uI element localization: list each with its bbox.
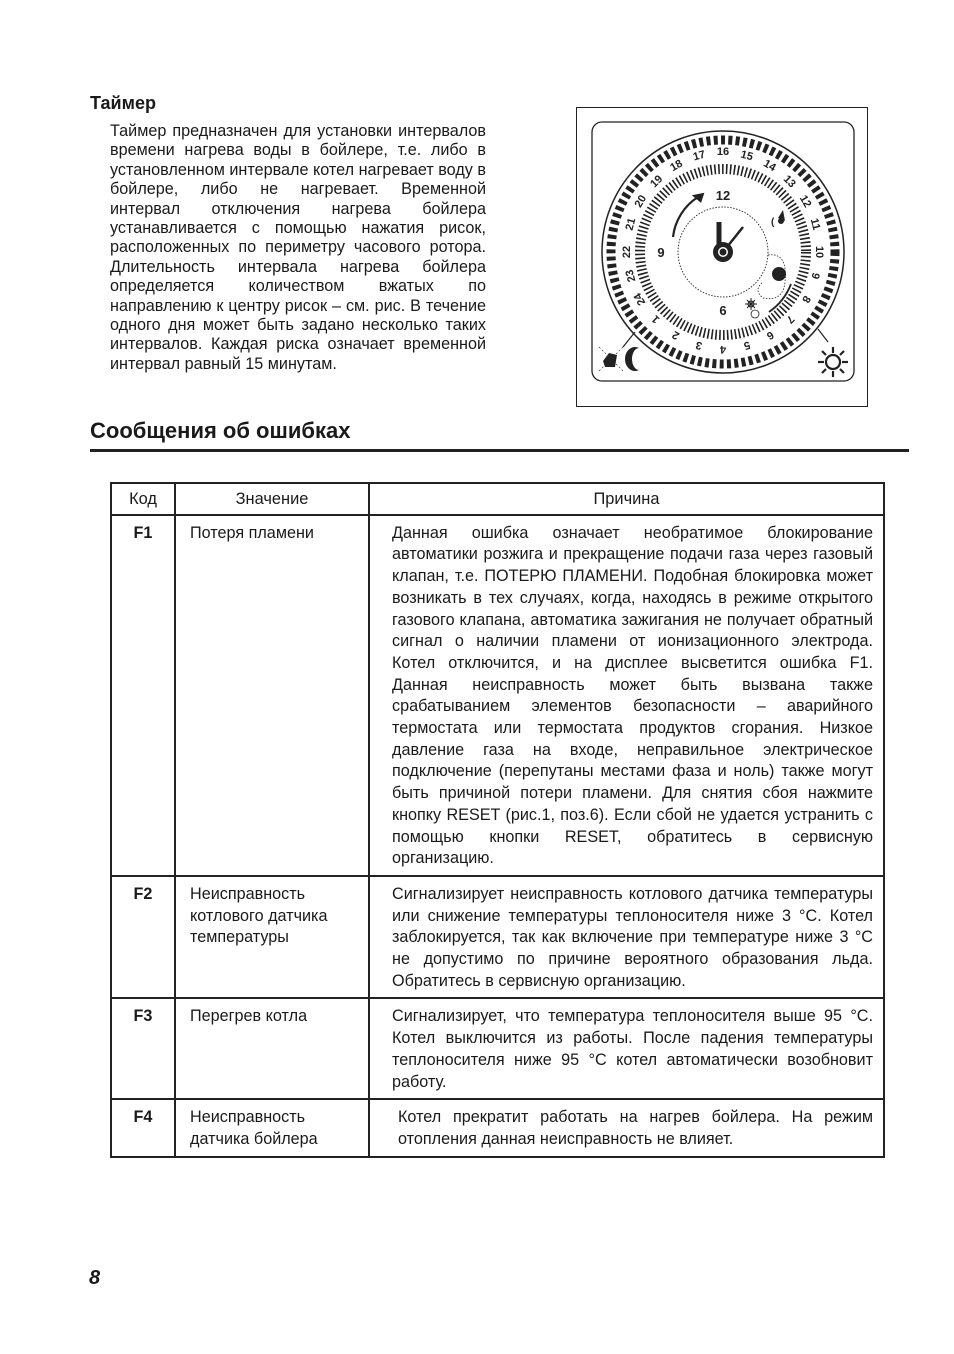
table-row <box>111 876 884 999</box>
svg-text:22: 22 <box>621 245 633 259</box>
timer-description: Таймер предназначен для установки интервалов времени нагрева воды в бойлере, т.е. либо в установленном интервале котел нагревает воду в бойлере, либо не нагревает. Временной интервал отключения нагрева бойлера устанавливается с помощью нажатия рисок, расположенных по периметру часового ротора. Длительность интервала нагрева бойлера определяется количеством вжатых по направлению к центру рисок – см. рис. В течение одного дня может быть задано несколько таких интервалов. Каждая риска означает временной интервал равный 15 минутам. <box>110 122 486 373</box>
svg-text:1: 1 <box>649 312 663 326</box>
svg-text:15: 15 <box>739 148 755 164</box>
header-meaning: Значение <box>175 483 369 515</box>
error-cause: Котел прекратит работать на нагрев бойлера. На режим отопления данная неисправность не влияет. <box>369 1099 884 1156</box>
error-code: F1 <box>111 515 175 876</box>
timer-dial-illustration <box>577 108 869 408</box>
svg-text:17: 17 <box>691 148 707 164</box>
error-cause: Данная ошибка означает необратимое блокирование автоматики розжига и прекращение подачи газа через газовый клапан, т.е. ПОТЕРЮ ПЛАМЕНИ. Подобная блокировка может возникать в тех случаях, когда, находясь в режиме открытого газового клапана, автоматика зажигания не получает обратный сигнал о наличии пламени от ионизационного электрода. Котел отключится, и на дисплее высветится ошибка F1. Данная неисправность может быть вызвана также срабатыванием элементов безопасности – аварийного термостата или термостата продуктов сгорания. Низкое давление газа на входе, неправильное электрическое подключение (перепутаны местами фаза и ноль) также могут быть причиной потери пламени. Для снятия сбоя нажмите кнопку RESET (рис.1, поз.6). Если сбой не удается устранить с помощью кнопки RESET, обратитесь в сервисную организацию. <box>369 515 884 876</box>
error-cause: Сигнализирует, что температура теплоносителя выше 95 °С. Котел выключится из работы. После падения температуры теплоносителя ниже 95 °С котел автоматически возобновит работу. <box>369 998 884 1099</box>
timer-dial-figure <box>576 107 868 407</box>
error-code: F2 <box>111 876 175 999</box>
svg-text:21: 21 <box>623 216 639 232</box>
error-meaning: Неисправность датчика бойлера <box>175 1099 369 1156</box>
svg-text:12: 12 <box>796 193 814 210</box>
page-number: 8 <box>89 1267 101 1289</box>
svg-text:10: 10 <box>813 245 825 259</box>
svg-text:6: 6 <box>764 328 776 342</box>
svg-text:9: 9 <box>657 245 665 260</box>
svg-text:5: 5 <box>742 338 752 352</box>
error-code: F3 <box>111 998 175 1099</box>
table-row <box>111 998 884 1099</box>
moon-icon <box>625 347 639 371</box>
svg-text:14: 14 <box>761 157 778 175</box>
error-meaning: Неисправность котлового датчика температуры <box>175 876 369 999</box>
svg-text:(: ( <box>771 217 775 228</box>
table-header-row <box>111 483 884 515</box>
error-code: F4 <box>111 1099 175 1156</box>
svg-text:18: 18 <box>668 157 685 175</box>
svg-text:23: 23 <box>623 268 639 284</box>
errors-section-title: Сообщения об ошибках <box>90 418 351 443</box>
error-meaning: Потеря пламени <box>175 515 369 876</box>
section-divider <box>90 449 909 452</box>
svg-text:19: 19 <box>648 173 666 191</box>
svg-text:16: 16 <box>716 146 730 158</box>
svg-text:12: 12 <box>715 188 731 203</box>
svg-text:11: 11 <box>807 217 823 232</box>
svg-text:13: 13 <box>780 173 798 191</box>
header-cause: Причина <box>369 483 884 515</box>
svg-text:4: 4 <box>719 343 727 355</box>
svg-text:2: 2 <box>670 328 682 342</box>
sun-icon <box>818 347 848 377</box>
svg-text:6: 6 <box>719 303 727 318</box>
svg-text:20: 20 <box>632 193 650 210</box>
error-codes-table <box>110 482 885 1158</box>
svg-text:8: 8 <box>799 293 813 305</box>
svg-text:24: 24 <box>631 290 649 308</box>
header-code: Код <box>111 483 175 515</box>
table-row <box>111 1099 884 1156</box>
svg-text:9: 9 <box>808 271 822 281</box>
svg-text:7: 7 <box>783 312 797 326</box>
table-row <box>111 515 884 876</box>
timer-heading: Таймер <box>90 93 156 113</box>
hand-press-icon <box>599 347 623 371</box>
svg-text:3: 3 <box>694 338 704 352</box>
error-cause: Сигнализирует неисправность котлового датчика температуры или снижение температуры теплоносителя ниже 3 °С. Котел заблокируется, так как включение при температуре ниже 3 °С не допустимо по причине вероятного образования льда. Обратитесь в сервисную организацию. <box>369 876 884 999</box>
error-meaning: Перегрев котла <box>175 998 369 1099</box>
